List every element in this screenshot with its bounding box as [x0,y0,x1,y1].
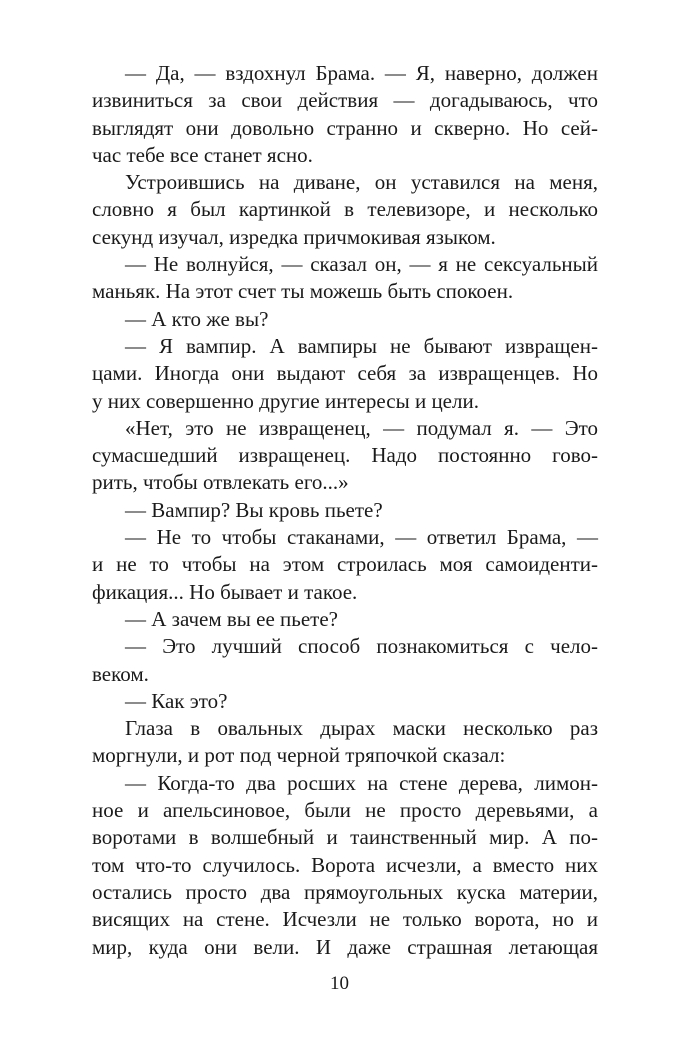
text-line: — Не то чтобы стаканами, — ответил Брама, — [125,525,598,550]
text-line: — Вампир? Вы кровь пьете? [125,497,383,522]
text-line: словно я был картинкой в телевизоре, и несколько [92,197,598,222]
text-line: моргнули, и рот под черной тряпочкой сказал: [92,743,506,768]
text-line: час тебе все станет ясно. [92,142,313,167]
text-line: остались просто два прямоугольных куска материи, [92,879,598,904]
text-line: извиниться за свои действия — догадываюсь, что [92,88,598,113]
text-line: — Когда-то два росших на стене дерева, лимон- [125,770,598,795]
text-line: мир, куда они вели. И даже страшная летающая [92,934,598,959]
text-line: и не то чтобы на этом строилась моя самоиденти- [92,552,598,577]
page-body [92,60,598,961]
text-line: у них совершенно другие интересы и цели. [92,388,479,413]
text-line: фикация... Но бывает и такое. [92,579,358,604]
text-line: рить, чтобы отвлекать его...» [92,470,349,495]
text-line: «Нет, это не извращенец, — подумал я. — Это [125,415,598,440]
text-line: маньяк. На этот счет ты можешь быть спокоен. [92,279,514,304]
text-line: сумасшедший извращенец. Надо постоянно гово- [92,443,598,468]
text-line: воротами в волшебный и таинственный мир. А по- [92,825,598,850]
text-line: Глаза в овальных дырах маски несколько раз [125,716,598,741]
text-line: висящих на стене. Исчезли не только ворота, но и [92,907,598,932]
text-line: Устроившись на диване, он уставился на меня, [125,170,598,195]
text-line: цами. Иногда они выдают себя за извращенцев. Но [92,361,598,386]
text-line: — Да, — вздохнул Брама. — Я, наверно, должен [125,61,598,85]
text-line: — А кто же вы? [125,306,269,331]
text-line: — Я вампир. А вампиры не бывают извращен- [125,333,598,358]
text-line: — А зачем вы ее пьете? [125,606,338,631]
text-line: — Это лучший способ познакомиться с чело- [125,634,598,659]
text-line: веком. [92,661,149,686]
page-number: 10 [330,973,349,994]
text-line: — Как это? [125,688,228,713]
text-line: выглядят они довольно странно и скверно. Но сей- [92,115,598,140]
text-line: том что-то случилось. Ворота исчезли, а вместо них [92,852,598,877]
text-line: — Не волнуйся, — сказал он, — я не сексуальный [125,252,598,277]
text-line: ное и апельсиновое, были не просто деревьями, а [92,798,598,823]
text-line: секунд изучал, изредка причмокивая языком. [92,224,496,249]
